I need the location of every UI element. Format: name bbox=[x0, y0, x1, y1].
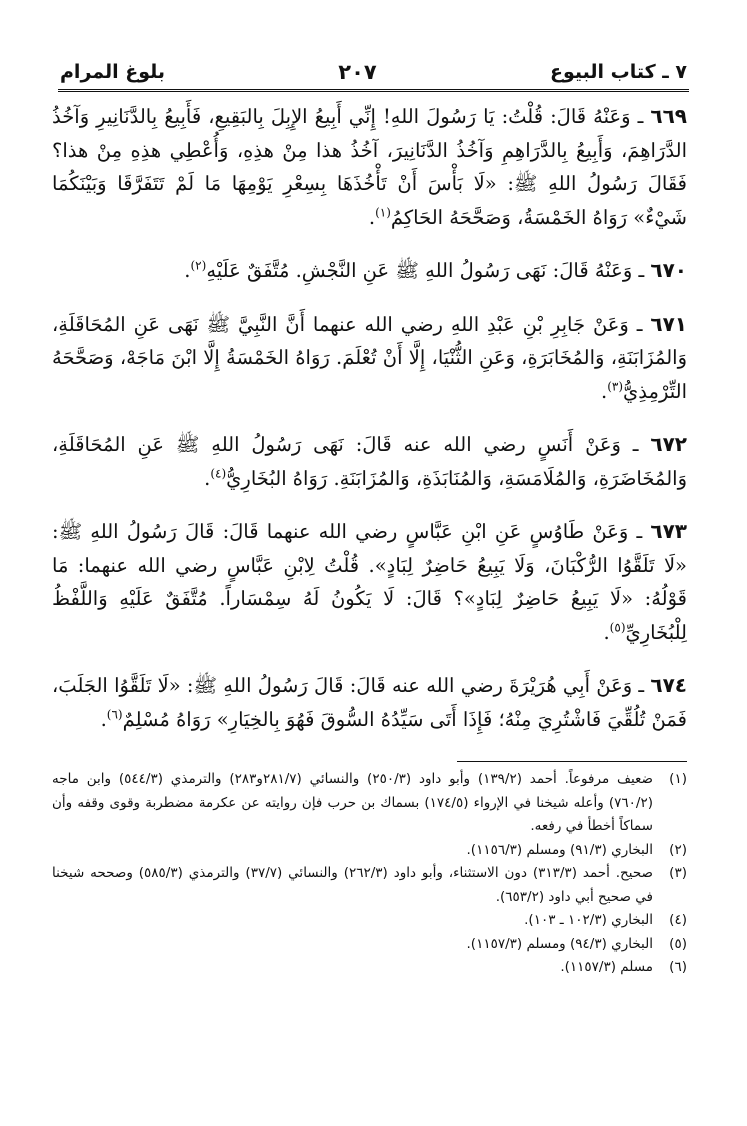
footnote-text: البخاري (٩٤/٣) ومسلم (١١٥٧/٣). bbox=[466, 935, 653, 952]
footnote-item bbox=[52, 956, 687, 980]
hadith-669: ٦٦٩ ـ وَعَنْهُ قَالَ: قُلْتُ: يَا رَسُولَ اللهِ! إِنِّي أَبِيعُ الإِبِلَ بِالبَقِيعِ، فَأَبِيعُ بِالدَّنَانِيرِ وَآخُذُ الدَّرَاهِمَ، وَأَبِيعُ بِالدَّرَاهِمِ وَآخُذُ الدَّنَانِيرَ، آخُذُ هذا مِنْ هذِهِ، وَأُعْطِي هذِهِ مِنْ هذا؟ فَقَالَ رَسُولُ اللهِ ﷺ: «لَا بَأْسَ أَنْ تَأْخُذَهَا بِسِعْرِ يَوْمِهَا مَا لَمْ تَتَفَرَّقَا وَبَيْنَكُمَا شَيْءٌ» رَوَاهُ الخَمْسَةُ، وَصَحَّحَهُ الحَاكِمُ$^{(١)}$. bbox=[52, 104, 687, 229]
hadith-end: . bbox=[184, 259, 191, 282]
footnote-item bbox=[52, 909, 687, 933]
hadith-text: وَعَنْ طَاوُسٍ عَنِ ابْنِ عَبَّاسٍ رضي الله عنهما قَالَ: قَالَ رَسُولُ اللهِ ﷺ: «لَا تَلَقَّوُا الرُّكْبَانَ، وَلَا يَبِيعُ حَاضِرٌ لِبَادٍ». قُلْتُ لِابْنِ عَبَّاسٍ رضي الله عنهما: مَا قَوْلُهُ: «لَا يَبِيعُ حَاضِرٌ لِبَادٍ»؟ قَالَ: لَا يَكُونُ لَهُ سِمْسَاراً. مُتَّفَقٌ عَلَيْهِ وَاللَّفْظُ لِلْبُخَارِيِّ bbox=[52, 520, 687, 644]
footnote-ref: (٢) bbox=[190, 258, 207, 273]
footnote-ref: (٥) bbox=[609, 620, 626, 634]
header-divider bbox=[58, 89, 689, 92]
footnote-mark: (١) bbox=[669, 771, 687, 787]
chapter-title: ٧ ـ كتاب البيوع bbox=[549, 61, 687, 83]
hadith-671: ٦٧١ ـ وَعَنْ جَابِرِ بْنِ عَبْدِ اللهِ رضي الله عنهما أَنَّ النَّبِيَّ ﷺ نَهَى عَنِ المُحَاقَلَةِ، وَالمُزَابَنَةِ، وَالمُخَابَرَةِ، وَعَنِ الثُّنْيَا، إِلَّا أَنْ تُعْلَمَ. رَوَاهُ الخَمْسَةُ إِلَّا ابْنَ مَاجَهْ، وَصَحَّحَهُ التِّرْمِذِيُّ$^{(٣)}$. bbox=[52, 311, 687, 403]
hadith-text: وَعَنْ جَابِرِ بْنِ عَبْدِ اللهِ رضي الله عنهما أَنَّ النَّبِيَّ ﷺ نَهَى عَنِ المُحَاقَلَةِ، وَالمُزَابَنَةِ، وَالمُخَابَرَةِ، وَعَنِ الثُّنْيَا، إِلَّا أَنْ تُعْلَمَ. رَوَاهُ الخَمْسَةُ إِلَّا ابْنَ مَاجَهْ، وَصَحَّحَهُ التِّرْمِذِيُّ bbox=[52, 312, 687, 403]
footnote-text: البخاري (٩١/٣) ومسلم (١١٥٦/٣). bbox=[466, 841, 653, 858]
hadith-end: . bbox=[204, 466, 211, 490]
hadith-673: ٦٧٣ ـ وَعَنْ طَاوُسٍ عَنِ ابْنِ عَبَّاسٍ رضي الله عنهما قَالَ: قَالَ رَسُولُ اللهِ ﷺ: «لَا تَلَقَّوُا الرُّكْبَانَ، وَلَا يَبِيعُ حَاضِرٌ لِبَادٍ». قُلْتُ لِابْنِ عَبَّاسٍ رضي الله عنهما: مَا قَوْلُهُ: «لَا يَبِيعُ حَاضِرٌ لِبَادٍ»؟ قَالَ: لَا يَكُونُ لَهُ سِمْسَاراً. مُتَّفَقٌ عَلَيْهِ وَاللَّفْظُ لِلْبُخَارِيِّ$^{(٥)}$. bbox=[52, 519, 687, 644]
hadith-text: وَعَنْ أَنَسٍ رضي الله عنه قَالَ: نَهَى رَسُولُ اللهِ ﷺ عَنِ المُحَاقَلَةِ، وَالمُخَاضَرَةِ، وَالمُلَامَسَةِ، وَالمُنَابَذَةِ، وَالمُزَابَنَةِ. رَوَاهُ البُخَارِيُّ bbox=[52, 433, 687, 490]
footnote-divider bbox=[457, 761, 687, 762]
footnote-text: ضعيف مرفوعاً. أحمد (١٣٩/٢) وأبو داود (٢٥٠/٣) والنسائي (٢٨١/٧و٢٨٣) والترمذي (٥٤٤/٣) وابن ماجه (٧٦٠/٢) وأعله شيخنا في الإرواء (١٧٤/٥) بسماك بن حرب فإن روايته عن عكرمة مضطربة وقوى وقفه وأن سماكاً أخطأ في رفعه. bbox=[52, 771, 654, 834]
footnote-text: مسلم (١١٥٧/٣). bbox=[560, 959, 653, 975]
footnote-mark: (٤) bbox=[669, 912, 687, 928]
hadith-number: ٦٧١ bbox=[650, 311, 687, 336]
footnote-ref: (١) bbox=[375, 205, 391, 219]
footnote-item bbox=[52, 862, 687, 909]
hadith-number: ٦٧٠ bbox=[650, 258, 687, 282]
hadith-674: ٦٧٤ ـ وَعَنْ أَبِي هُرَيْرَةَ رضي الله عنه قَالَ: قَالَ رَسُولُ اللهِ ﷺ: «لَا تَلَقَّوُا الجَلَبَ، فَمَنْ تُلُقِّيَ فَاشْتُرِيَ مِنْهُ؛ فَإِذَا أَتَى سَيِّدُهُ السُّوقَ فَهُوَ بِالخِيَارِ» رَوَاهُ مُسْلِمٌ$^{(٦)}$. bbox=[52, 673, 687, 731]
page-number: ٢٠٧ bbox=[338, 60, 377, 84]
footnote-mark: (٥) bbox=[669, 935, 687, 952]
hadith-text: وَعَنْهُ قَالَ: نَهَى رَسُولُ اللهِ ﷺ عَنِ النَّجْشِ. مُتَّفَقٌ عَلَيْهِ bbox=[206, 259, 633, 282]
footnote-mark: (٣) bbox=[669, 865, 687, 881]
footnote-text: صحيح. أحمد (٣١٣/٣) دون الاستثناء، وأبو داود (٢٦٢/٣) والنسائي (٣٧/٧) والترمذي (٥٨٥/٣) وصححه شيخنا في صحيح أبي داود (٦٥٣/٢). bbox=[52, 865, 653, 905]
footnote-item bbox=[52, 768, 687, 839]
footnote-text: البخاري (١٠٢/٣ ـ ١٠٣). bbox=[524, 912, 653, 928]
footnote-mark: (٢) bbox=[669, 841, 687, 858]
hadith-text: وَعَنْ أَبِي هُرَيْرَةَ رضي الله عنه قَالَ: قَالَ رَسُولُ اللهِ ﷺ: «لَا تَلَقَّوُا الجَلَبَ، فَمَنْ تُلُقِّيَ فَاشْتُرِيَ مِنْهُ؛ فَإِذَا أَتَى سَيِّدُهُ السُّوقَ فَهُوَ بِالخِيَارِ» رَوَاهُ مُسْلِمٌ bbox=[52, 674, 687, 731]
hadith-number: ٦٧٢ bbox=[650, 432, 687, 456]
hadith-number: ٦٧٣ bbox=[650, 519, 687, 543]
hadith-list bbox=[52, 100, 687, 756]
hadith-number: ٦٧٤ bbox=[650, 673, 687, 697]
hadith-end: . bbox=[601, 379, 608, 403]
hadith-end: . bbox=[603, 620, 610, 644]
hadith-number: ٦٦٩ bbox=[650, 104, 687, 128]
book-title: بلوغ المرام bbox=[60, 61, 166, 83]
hadith-end: . bbox=[368, 205, 376, 229]
hadith-672: ٦٧٢ ـ وَعَنْ أَنَسٍ رضي الله عنه قَالَ: نَهَى رَسُولُ اللهِ ﷺ عَنِ المُحَاقَلَةِ، وَالمُخَاضَرَةِ، وَالمُلَامَسَةِ، وَالمُنَابَذَةِ، وَالمُزَابَنَةِ. رَوَاهُ البُخَارِيُّ$^{(٤)}$. bbox=[52, 432, 687, 490]
footnote-item bbox=[52, 839, 687, 863]
footnotes bbox=[52, 768, 687, 980]
page-header bbox=[60, 56, 687, 88]
footnote-ref: (٤) bbox=[210, 466, 227, 480]
hadith-end: . bbox=[100, 707, 107, 731]
hadith-text: وَعَنْهُ قَالَ: قُلْتُ: يَا رَسُولَ اللهِ! إِنِّي أَبِيعُ الإِبِلَ بِالبَقِيعِ، فَأَبِيعُ بِالدَّنَانِيرِ وَآخُذُ الدَّرَاهِمَ، وَأَبِيعُ بِالدَّرَاهِمِ وَآخُذُ الدَّنَانِيرَ، آخُذُ هذا مِنْ هذِهِ، وَأُعْطِي هذِهِ مِنْ هذا؟ فَقَالَ رَسُولُ اللهِ ﷺ: «لَا بَأْسَ أَنْ تَأْخُذَهَا بِسِعْرِ يَوْمِهَا مَا لَمْ تَتَفَرَّقَا وَبَيْنَكُمَا شَيْءٌ» رَوَاهُ الخَمْسَةُ، وَصَحَّحَهُ الحَاكِمُ bbox=[52, 105, 687, 229]
hadith-670: ٦٧٠ ـ وَعَنْهُ قَالَ: نَهَى رَسُولُ اللهِ ﷺ عَنِ النَّجْشِ. مُتَّفَقٌ عَلَيْهِ$^{(٢)}$. bbox=[184, 258, 687, 282]
footnote-item bbox=[52, 933, 687, 957]
footnote-ref: (٦) bbox=[106, 707, 123, 721]
footnote-ref: (٣) bbox=[607, 379, 624, 393]
footnote-mark: (٦) bbox=[669, 959, 687, 975]
